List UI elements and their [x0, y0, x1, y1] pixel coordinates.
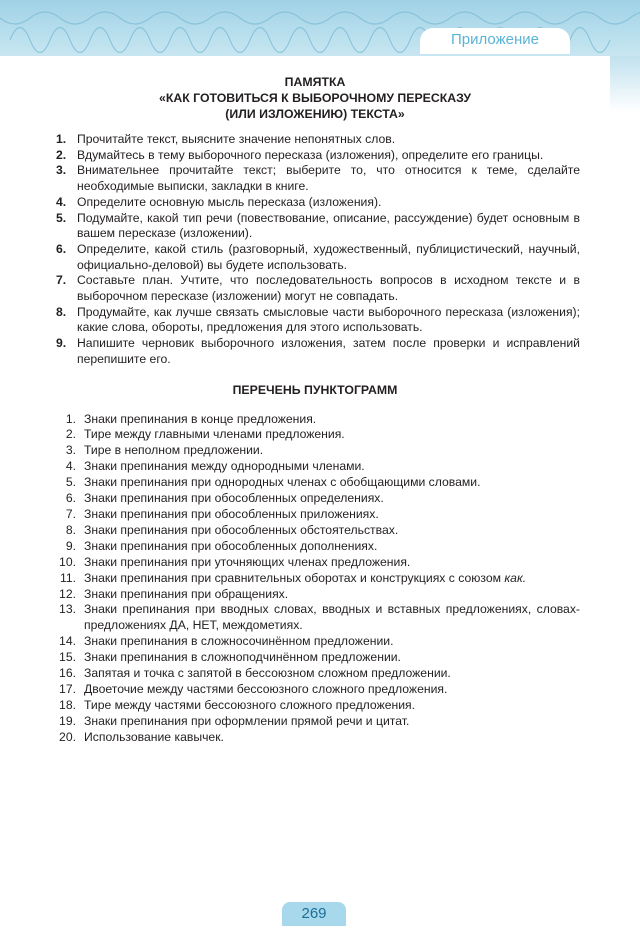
item-number: 8. — [65, 522, 76, 537]
item-number: 14. — [59, 634, 76, 649]
list-item — [50, 475, 580, 491]
list-item — [50, 242, 580, 273]
item-text: Двоеточие между частями бессоюзного сложного предложения. — [84, 681, 448, 696]
list-item — [50, 698, 580, 714]
item-text: Составьте план. Учтите, что последовательность вопросов в исходном тексте и в выборочном пересказе (изложении) могут не совпадать. — [77, 273, 580, 304]
list-item — [50, 634, 580, 650]
item-number: 16. — [59, 666, 76, 681]
memo-title — [50, 74, 580, 122]
item-text: Продумайте, как лучше связать смысловые части выборочного пересказа (изложения); какие слова, обороты, предложения для этого использовать. — [77, 304, 580, 335]
item-number: 7. — [56, 273, 67, 288]
item-number: 10. — [59, 554, 76, 569]
list-item — [50, 650, 580, 666]
item-text: Напишите черновик выборочного изложения, затем после проверки и исправлений перепишите его. — [77, 336, 580, 366]
item-number: 6. — [65, 491, 76, 506]
list-item — [50, 507, 580, 523]
list-item — [50, 555, 580, 571]
item-text: Тире между главными членами предложения. — [84, 427, 345, 442]
list-item — [50, 163, 580, 194]
list-item — [50, 491, 580, 507]
list-item — [50, 714, 580, 730]
item-number: 17. — [59, 681, 76, 696]
list-item — [50, 523, 580, 539]
item-text: Знаки препинания при уточняющих членах предложения. — [84, 554, 411, 569]
list-item — [50, 730, 580, 746]
item-text: Определите основную мысль пересказа (изложения). — [77, 194, 382, 209]
memo-title-line: (ИЛИ ИЗЛОЖЕНИЮ) ТЕКСТА» — [225, 107, 405, 121]
memo-title-line: «КАК ГОТОВИТЬСЯ К ВЫБОРОЧНОМУ ПЕРЕСКАЗУ — [158, 91, 472, 105]
item-text: Знаки препинания при обращениях. — [84, 586, 289, 601]
list-item — [50, 427, 580, 443]
item-text: Знаки препинания между однородными членами. — [84, 459, 365, 474]
item-number: 8. — [56, 304, 67, 319]
memo-title-line: ПАМЯТКА — [284, 75, 346, 89]
item-number: 1. — [56, 132, 67, 146]
item-number: 13. — [59, 602, 76, 617]
item-number: 4. — [56, 194, 67, 209]
header-banner — [0, 0, 640, 56]
list-item — [50, 682, 580, 698]
item-number: 3. — [56, 163, 67, 178]
item-number: 1. — [65, 411, 76, 426]
item-text: Знаки препинания при обособленных обстоятельствах. — [84, 522, 399, 537]
item-text: Использование кавычек. — [84, 729, 224, 744]
section-tab — [420, 28, 570, 54]
item-number: 3. — [65, 443, 76, 458]
item-text: Определите, какой стиль (разговорный, художественный, публицистический, научный, официально-деловой) вы будете использовать. — [77, 241, 580, 272]
item-number: 18. — [59, 697, 76, 712]
item-number: 19. — [59, 713, 76, 728]
item-number: 2. — [65, 427, 76, 442]
punctograms-list — [50, 412, 580, 746]
corner-ornament — [610, 56, 640, 112]
list-item — [50, 336, 580, 367]
item-italic-word: как. — [504, 570, 527, 585]
item-number: 9. — [56, 336, 67, 351]
item-text: Знаки препинания при обособленных приложениях. — [84, 506, 379, 521]
list-item — [50, 195, 580, 211]
item-number: 2. — [56, 147, 67, 162]
list-item — [50, 412, 580, 428]
list-item — [50, 587, 580, 603]
item-number: 5. — [65, 475, 76, 490]
item-text: Знаки препинания при оформлении прямой речи и цитат. — [84, 713, 410, 728]
list-item — [50, 443, 580, 459]
list-item — [50, 571, 580, 587]
list-item — [50, 273, 580, 304]
item-number: 5. — [56, 210, 67, 225]
item-number: 12. — [59, 586, 76, 601]
item-number: 4. — [65, 459, 76, 474]
item-number: 11. — [59, 570, 76, 585]
page-number: 269 — [282, 902, 346, 926]
list-item — [50, 539, 580, 555]
item-number: 7. — [65, 506, 76, 521]
list-item — [50, 666, 580, 682]
item-text: Подумайте, какой тип речи (повествование, описание, рассуждение) будет основным в вашем пересказе (изложении). — [77, 210, 580, 241]
item-text: Тире в неполном предложении. — [84, 443, 264, 458]
list-item — [50, 459, 580, 475]
list-item — [50, 211, 580, 242]
item-text: Знаки препинания при однородных членах с обобщающими словами. — [84, 475, 481, 490]
list-item — [50, 132, 580, 148]
punctograms-title: ПЕРЕЧЕНЬ ПУНКТОГРАММ — [232, 382, 398, 397]
item-number: 15. — [59, 650, 76, 665]
list-item — [50, 602, 580, 634]
item-text: Тире между частями бессоюзного сложного предложения. — [84, 697, 416, 712]
item-text: Знаки препинания при обособленных определениях. — [84, 491, 384, 506]
item-text: Знаки препинания при вводных словах, вводных и вставных предложениях, словах-предложениях ДА, НЕТ, междометиях. — [84, 602, 580, 633]
item-text: Знаки препинания при обособленных дополнениях. — [84, 538, 378, 553]
item-text: Внимательнее прочитайте текст; выберите то, что относится к теме, сделайте необходимые выписки, закладки в книге. — [77, 163, 580, 194]
item-text: Знаки препинания в сложносочинённом предложении. — [84, 634, 394, 649]
item-number: 20. — [59, 729, 76, 744]
item-text: Запятая и точка с запятой в бессоюзном сложном предложении. — [84, 666, 451, 681]
item-text: Знаки препинания в сложноподчинённом предложении. — [84, 650, 401, 665]
list-item — [50, 305, 580, 336]
item-number: 6. — [56, 241, 67, 256]
item-text: Знаки препинания в конце предложения. — [84, 411, 317, 426]
item-text: Прочитайте текст, выясните значение непонятных слов. — [77, 132, 396, 146]
memo-list — [50, 132, 580, 368]
page-content — [50, 74, 580, 746]
item-text: Вдумайтесь в тему выборочного пересказа (изложения), определите его границы. — [77, 147, 544, 162]
section-tab-label: Приложение — [451, 31, 539, 48]
item-number: 9. — [65, 538, 76, 553]
list-item — [50, 148, 580, 164]
item-text: Знаки препинания при сравнительных оборотах и конструкциях с союзом — [84, 570, 502, 585]
